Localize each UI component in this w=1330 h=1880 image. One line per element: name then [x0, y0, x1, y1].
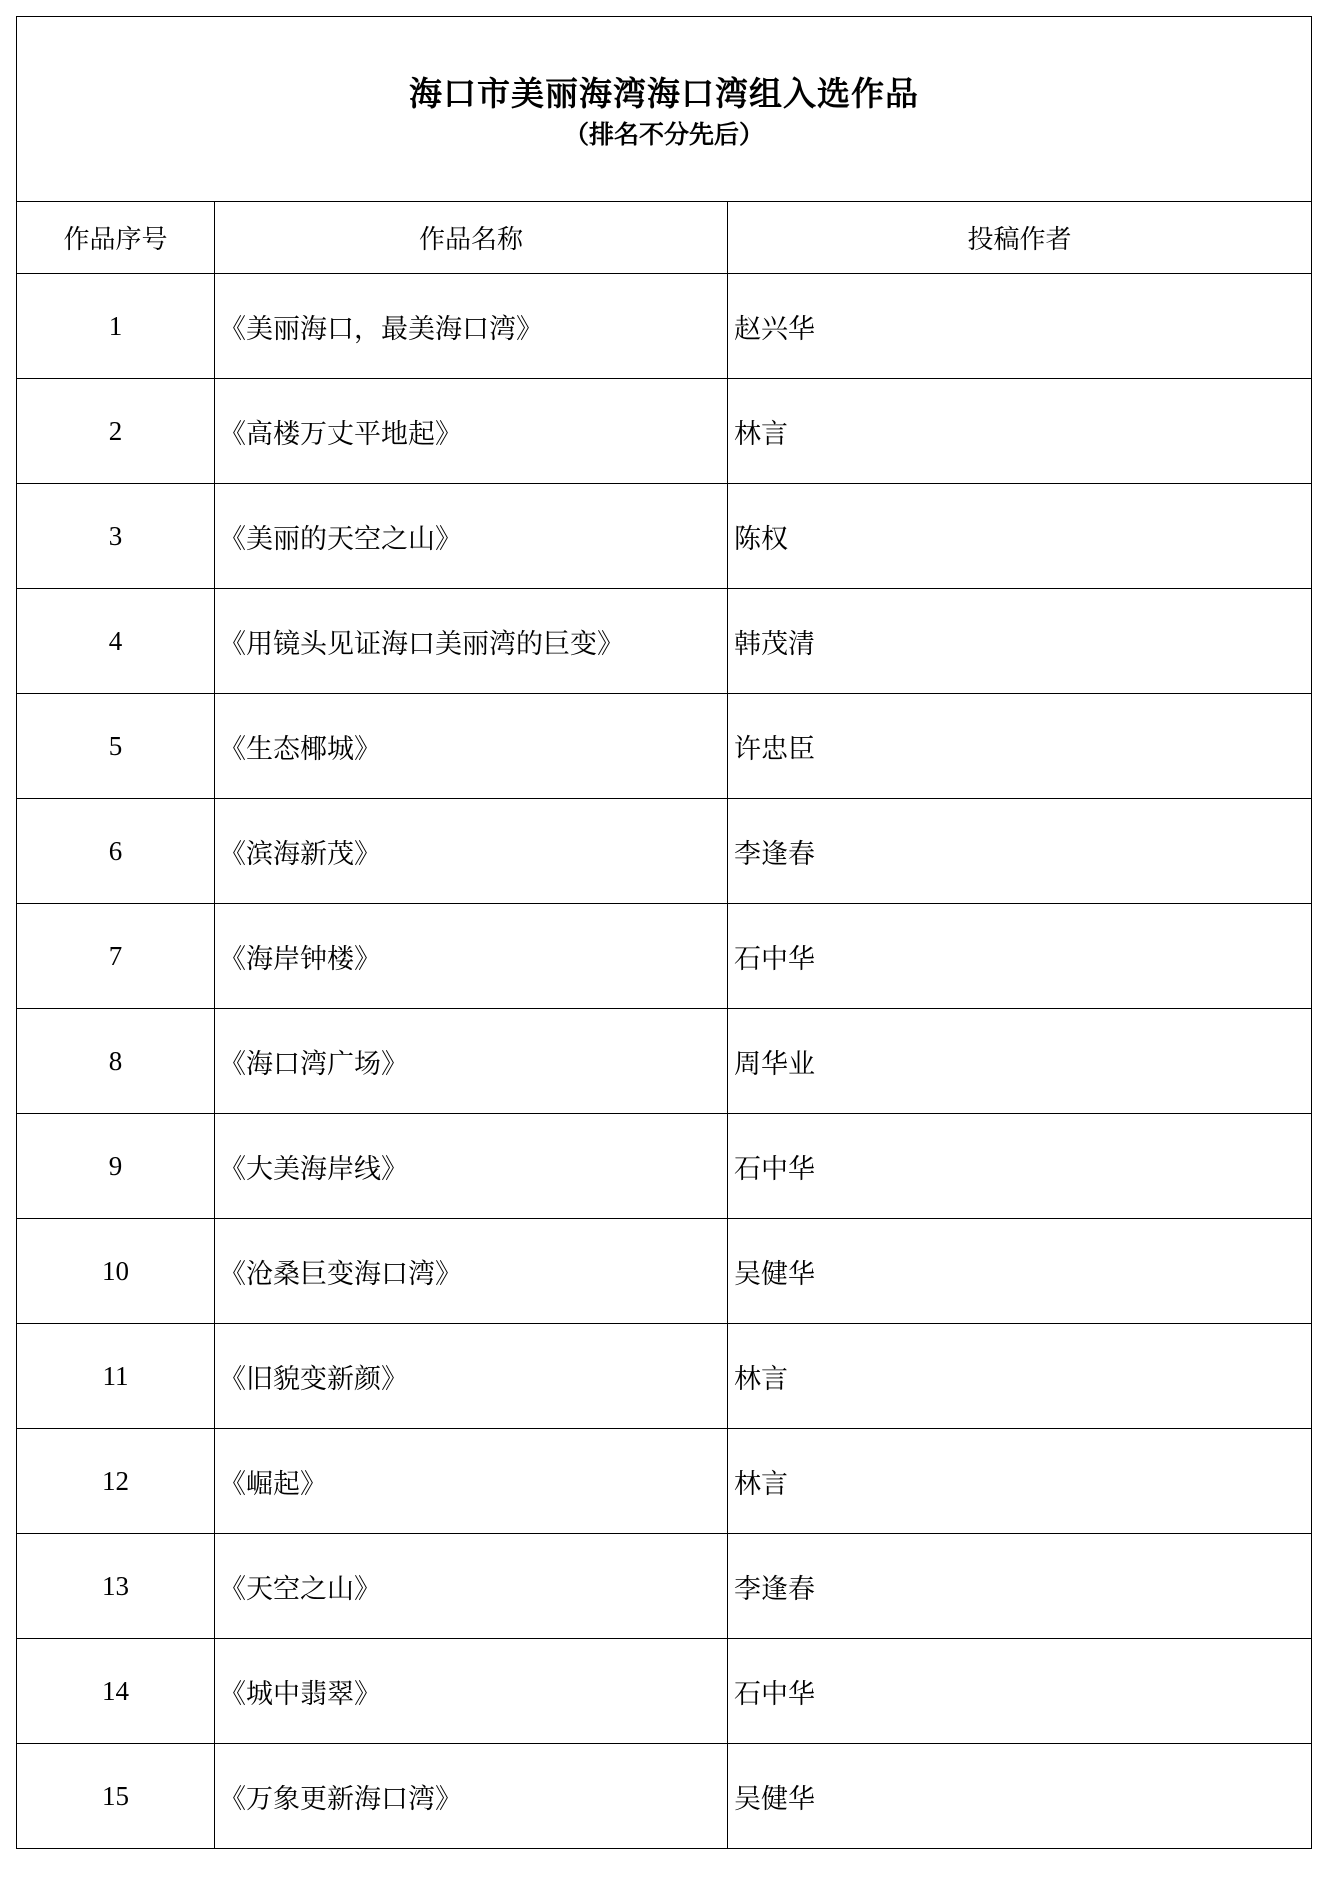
work-number: 5 [17, 694, 215, 799]
column-header-author: 投稿作者 [728, 202, 1312, 274]
work-title: 《大美海岸线》 [215, 1114, 728, 1219]
work-number: 2 [17, 379, 215, 484]
work-title: 《旧貌变新颜》 [215, 1324, 728, 1429]
work-author: 吴健华 [728, 1744, 1312, 1849]
table-row [17, 1429, 1312, 1534]
selected-works-table [16, 16, 1312, 1849]
table-row [17, 484, 1312, 589]
table-row [17, 694, 1312, 799]
table-row [17, 1114, 1312, 1219]
work-number: 15 [17, 1744, 215, 1849]
work-number: 10 [17, 1219, 215, 1324]
table-row [17, 1219, 1312, 1324]
work-author: 周华业 [728, 1009, 1312, 1114]
work-title: 《美丽的天空之山》 [215, 484, 728, 589]
column-header-title: 作品名称 [215, 202, 728, 274]
work-title: 《万象更新海口湾》 [215, 1744, 728, 1849]
table-row [17, 904, 1312, 1009]
document-title: 海口市美丽海湾海口湾组入选作品 [409, 74, 919, 113]
work-number: 8 [17, 1009, 215, 1114]
work-author: 李逢春 [728, 799, 1312, 904]
work-title: 《美丽海口，最美海口湾》 [215, 274, 728, 379]
table-row [17, 379, 1312, 484]
title-row [17, 17, 1312, 202]
work-author: 石中华 [728, 904, 1312, 1009]
work-author: 许忠臣 [728, 694, 1312, 799]
table-row [17, 1534, 1312, 1639]
work-title: 《沧桑巨变海口湾》 [215, 1219, 728, 1324]
work-number: 11 [17, 1324, 215, 1429]
work-number: 14 [17, 1639, 215, 1744]
work-title: 《滨海新茂》 [215, 799, 728, 904]
work-number: 12 [17, 1429, 215, 1534]
title-cell [17, 17, 1312, 202]
work-author: 韩茂清 [728, 589, 1312, 694]
work-title: 《海口湾广场》 [215, 1009, 728, 1114]
header-row [17, 202, 1312, 274]
work-title: 《崛起》 [215, 1429, 728, 1534]
work-author: 林言 [728, 379, 1312, 484]
table-row [17, 589, 1312, 694]
work-number: 7 [17, 904, 215, 1009]
work-title: 《高楼万丈平地起》 [215, 379, 728, 484]
work-title: 《城中翡翠》 [215, 1639, 728, 1744]
work-title: 《生态椰城》 [215, 694, 728, 799]
work-author: 李逢春 [728, 1534, 1312, 1639]
work-author: 石中华 [728, 1114, 1312, 1219]
document-subtitle: （排名不分先后） [563, 120, 764, 149]
table-row [17, 1009, 1312, 1114]
work-number: 3 [17, 484, 215, 589]
work-author: 赵兴华 [728, 274, 1312, 379]
table-row [17, 1324, 1312, 1429]
table-row [17, 1639, 1312, 1744]
work-author: 陈权 [728, 484, 1312, 589]
work-author: 林言 [728, 1429, 1312, 1534]
table-body [17, 274, 1312, 1849]
work-number: 6 [17, 799, 215, 904]
table-row [17, 274, 1312, 379]
work-title: 《用镜头见证海口美丽湾的巨变》 [215, 589, 728, 694]
table-row [17, 1744, 1312, 1849]
work-author: 吴健华 [728, 1219, 1312, 1324]
work-number: 1 [17, 274, 215, 379]
column-header-number: 作品序号 [17, 202, 215, 274]
work-author: 石中华 [728, 1639, 1312, 1744]
work-title: 《海岸钟楼》 [215, 904, 728, 1009]
work-author: 林言 [728, 1324, 1312, 1429]
work-number: 4 [17, 589, 215, 694]
work-number: 13 [17, 1534, 215, 1639]
work-title: 《天空之山》 [215, 1534, 728, 1639]
table-row [17, 799, 1312, 904]
work-number: 9 [17, 1114, 215, 1219]
